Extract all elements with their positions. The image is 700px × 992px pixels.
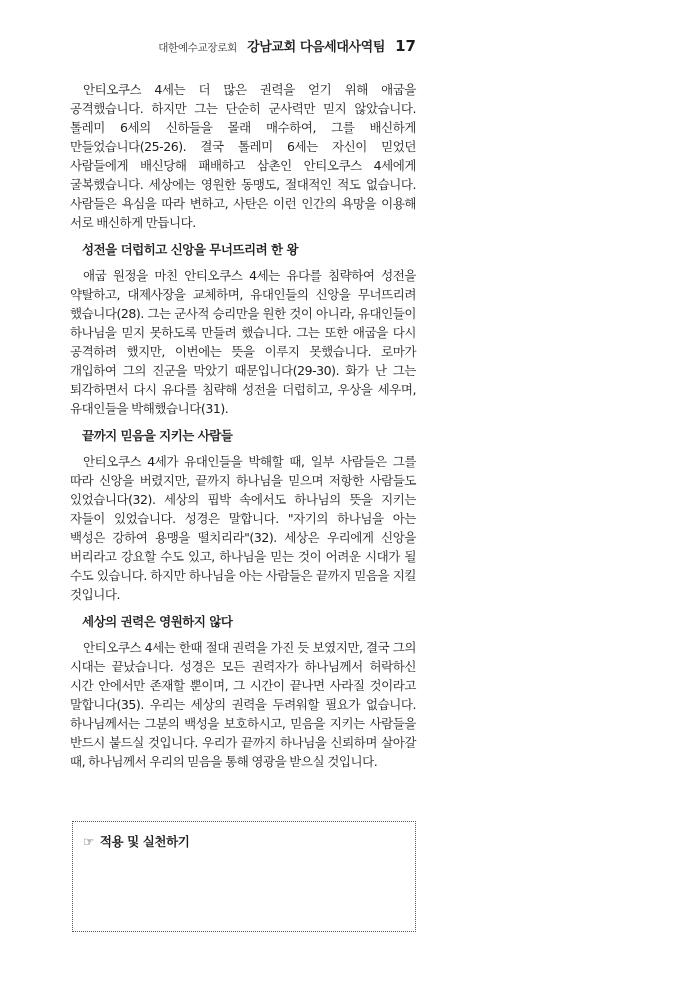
church-name: 대한예수교장로회 xyxy=(158,42,237,54)
section-heading-faithful: 끝까지 믿음을 지키는 사람들 xyxy=(82,428,233,443)
pointing-hand-icon: ☞ xyxy=(83,834,94,849)
article-body xyxy=(70,80,416,779)
section-paragraph-power: 안티오쿠스 4세는 한때 절대 권력을 가진 듯 보였지만, 결국 그의 시대는 끝났습니다. 성경은 모든 권력자가 하나님께서 허락하신 시간 안에서만 존재할 뿐이며, 그 시간이 끝나면 사라질 것이라고 말합니다(35). 우리는 세상의 권력을 두려워할 필요가 없습니다. 하나님께서는 그분의 백성을 보호하시고, 믿음을 지키는 사람들을 반드시 붙드실 것입니다. 우리가 끝까지 하나님을 신뢰하며 살아갈 때, 하나님께서 우리의 믿음을 통해 영광을 받으실 것입니다. xyxy=(70,640,416,769)
section-paragraph-temple: 애굽 원정을 마친 안티오쿠스 4세는 유다를 침략하여 성전을 약탈하고, 대제사장을 교체하며, 유대인들의 신앙을 무너뜨리려 했습니다(28). 그는 군사적 승리만을 원한 것이 아니라, 유대인들이 하나님을 믿지 못하도록 만들려 했습니다. 그는 또한 애굽을 다시 공격하려 했지만, 이번에는 뜻을 이루지 못했습니다. 로마가 개입하여 그의 진군을 막았기 때문입니다(29-30). 화가 난 그는 퇴각하면서 다시 유다를 침략해 성전을 더럽히고, 우상을 세우며, 유대인들을 박해했습니다(31). xyxy=(70,268,416,416)
ministry-team-name: 강남교회 다음세대사역팀 xyxy=(247,40,385,55)
page-header xyxy=(70,36,416,55)
section-heading-power: 세상의 권력은 영원하지 않다 xyxy=(82,614,233,629)
page-number: 17 xyxy=(395,37,416,55)
section-heading-temple: 성전을 더럽히고 신앙을 무너뜨리려 한 왕 xyxy=(82,242,299,257)
application-box xyxy=(72,821,416,932)
intro-paragraph: 안티오쿠스 4세는 더 많은 권력을 얻기 위해 애굽을 공격했습니다. 하지만 그는 단순히 군사력만 믿지 않았습니다. 톨레미 6세의 신하들을 몰래 매수하여, 그를 배신하게 만들었습니다(25-26). 결국 톨레미 6세는 자신이 믿었던 사람들에게 배신당해 패배하고 삼촌인 안티오쿠스 4세에게 굴복했습니다. 세상에는 영원한 동맹도, 절대적인 적도 없습니다. 사람들은 욕심을 따라 변하고, 사탄은 이런 인간의 욕망을 이용해 서로 배신하게 만듭니다. xyxy=(70,82,416,230)
application-title-text: 적용 및 실천하기 xyxy=(99,834,190,849)
application-box-title xyxy=(83,832,189,850)
section-paragraph-faithful: 안티오쿠스 4세가 유대인들을 박해할 때, 일부 사람들은 그를 따라 신앙을 버렸지만, 끝까지 하나님을 믿으며 저항한 사람들도 있었습니다(32). 세상의 핍박 속에서도 하나님의 뜻을 지키는 자들이 있었습니다. 성경은 말합니다. "자기의 하나님을 아는 백성은 강하여 용맹을 떨치리라"(32). 세상은 우리에게 신앙을 버리라고 강요할 수도 있고, 하나님을 믿는 것이 어려운 시대가 될 수도 있습니다. 하지만 하나님을 아는 사람들은 끝까지 믿음을 지킬 것입니다. xyxy=(70,454,416,602)
